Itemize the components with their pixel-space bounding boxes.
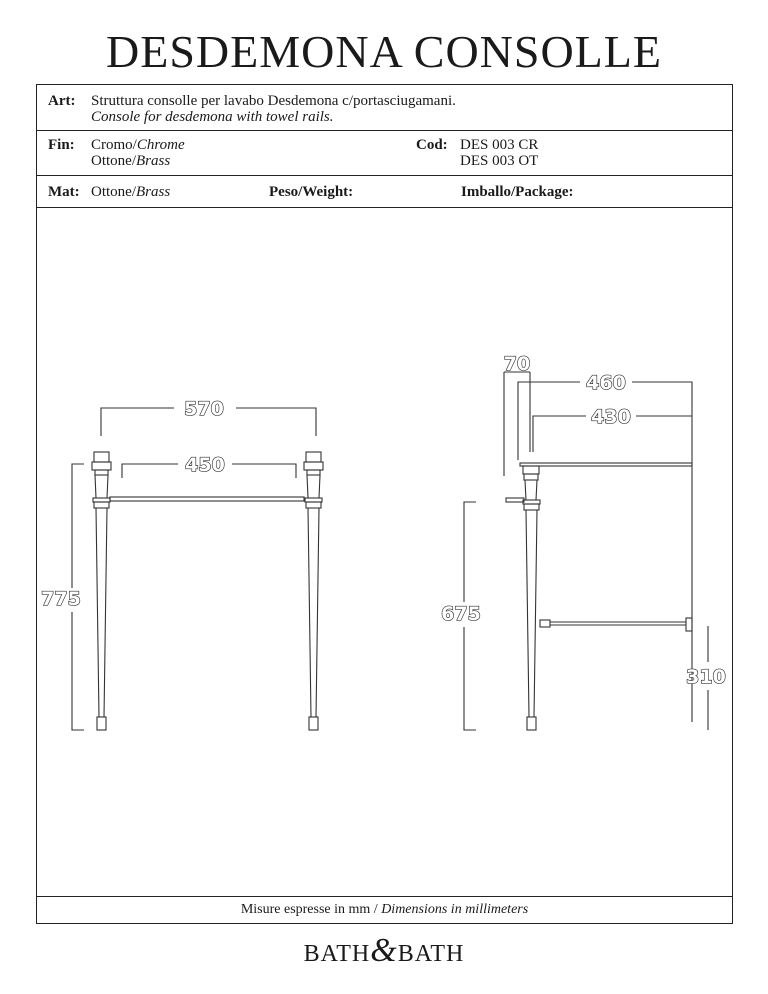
art-description-en: Console for desdemona with towel rails.	[91, 109, 334, 125]
dim-70: 70	[503, 353, 531, 375]
rail-bracket	[540, 620, 550, 627]
dim-430: 430	[591, 406, 631, 428]
art-label: Art:	[48, 93, 76, 109]
dim-line-460-right	[632, 382, 692, 722]
dim-570: 570	[184, 398, 224, 420]
dim-775: 775	[41, 588, 81, 610]
dim-line-450-left	[122, 464, 178, 478]
art-description-it: Struttura consolle per lavabo Desdemona c/portasciugamani.	[91, 93, 456, 109]
dim-line-775-top	[72, 464, 84, 588]
mat-label: Mat:	[48, 184, 80, 200]
page-title: DESDEMONA CONSOLLE	[106, 26, 662, 77]
dim-line-675-bottom	[464, 627, 476, 730]
cod-chrome: DES 003 CR	[460, 137, 539, 153]
brand-logo: BATH&BATH	[303, 932, 465, 969]
side-hook	[506, 498, 524, 502]
cod-label: Cod:	[416, 137, 448, 153]
package-label: Imballo/Package:	[461, 184, 574, 200]
front-left-leg	[92, 452, 111, 730]
fin-chrome: Cromo/Chrome	[91, 137, 185, 153]
side-top-shelf	[520, 463, 692, 466]
dim-line-570-left	[101, 408, 174, 436]
dim-line-460-left	[518, 382, 580, 460]
dim-line-775-bottom	[72, 612, 84, 730]
side-view	[464, 372, 708, 730]
dim-460: 460	[586, 372, 626, 394]
dim-450: 450	[185, 454, 225, 476]
rail-end-cap	[686, 618, 692, 631]
fin-brass: Ottone/Brass	[91, 153, 171, 169]
front-top-rail	[110, 497, 304, 501]
weight-label: Peso/Weight:	[269, 184, 354, 200]
dim-line-450-right	[232, 464, 296, 478]
fin-label: Fin:	[48, 137, 75, 153]
dim-line-430-left	[533, 416, 586, 452]
dim-675: 675	[441, 603, 481, 625]
cod-brass: DES 003 OT	[460, 153, 539, 169]
dim-310: 310	[686, 666, 726, 688]
footer-note: Misure espresse in mm / Dimensions in millimeters	[240, 902, 529, 917]
side-leg	[523, 466, 540, 730]
mat-value: Ottone/Brass	[91, 184, 171, 200]
dim-line-570-right	[236, 408, 316, 436]
front-right-leg	[304, 452, 323, 730]
dim-line-675-top	[464, 502, 476, 602]
